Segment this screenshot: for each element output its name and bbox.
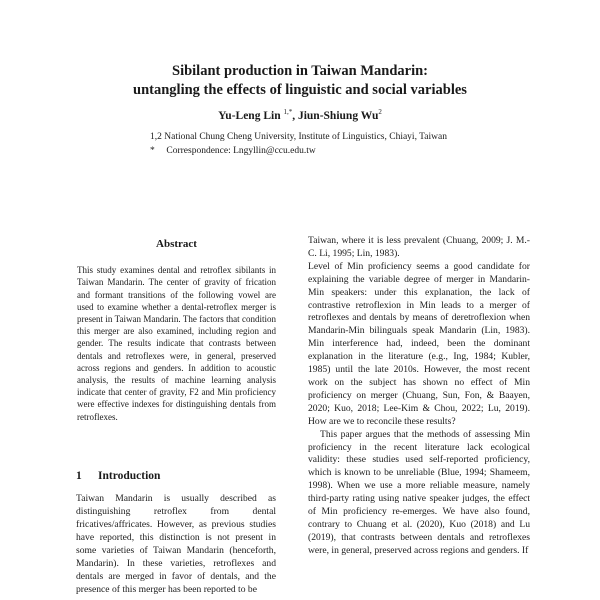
author-name: Jiun-Shiung Wu bbox=[297, 109, 379, 122]
title-line-2: untangling the effects of linguistic and social variables bbox=[133, 82, 467, 98]
section-number: 1 bbox=[76, 470, 82, 482]
body-paragraph: This paper argues that the methods of assessing Min proficiency in the recent literature lack ecological validity: these studies used self-reported proficiency, which is known to be unreliable (Blue, 1994; Shameem, 1998). When we use a more reliable measure, namely third-party rating using native speaker judges, the effect of Min proficiency re-emerges. We have also found, contrary to Chuang et al. (2020), Kuo (2018) and Lu (2019), that contrasts between dentals and retroflexes were, in general, preserved across regions and genders. If bbox=[308, 428, 530, 556]
body-paragraph: Level of Min proficiency seems a good candidate for explaining the variable degree of merger in Mandarin-Min speakers: under this explanation, the lack of contrastive retroflexion in Min leads to a merger of retroflexes and dentals by means of deretroflexion when Mandarin-Min bilinguals speak Mandarin (Lin, 1983). Min interference had, indeed, been the dominant explanation in the literature (e.g., Ing, 1984; Kubler, 1985) until the late 2010s. However, the most recent work on the subject has shown no effect of Min proficiency on merger (Chuang, Sun, Fon, & Baayen, 2020; Kuo, 2018; Lee-Kim & Chou, 2022; Lu, 2019). How are we to reconcile these results? bbox=[308, 260, 530, 427]
author-separator: , bbox=[292, 109, 298, 122]
left-column-body bbox=[76, 492, 276, 596]
abstract-section bbox=[77, 238, 276, 423]
body-paragraph: Taiwan Mandarin is usually described as distinguishing retroflex from dental fricatives/affricates. However, as previous studies have reported, this distinction is not present in some varieties of Taiwan Mandarin (henceforth, Mandarin). In these varieties, retroflexes and dentals are merged in favor of dentals, and the presence of this merger has been reported to be bbox=[76, 493, 276, 595]
affiliation-block bbox=[150, 130, 447, 158]
right-column-body bbox=[308, 235, 530, 558]
author-list bbox=[0, 108, 600, 122]
title-line-1: Sibilant production in Taiwan Mandarin: bbox=[172, 63, 428, 79]
abstract-text: This study examines dental and retroflex sibilants in Taiwan Mandarin. The center of gravity of frication and formant transitions of the following vowel are used to examine whether a dental-retroflex merger is present in Taiwan Mandarin. The factors that condition this merger are also examined, including region and gender. The results indicate that contrasts between dentals and retroflexes were, in general, preserved across regions and genders. In addition to acoustic analysis, the results of machine learning analysis indicate that center of gravity, F2 and Min proficiency were effective indexes for distinguishing dentals from retroflexes. bbox=[77, 265, 276, 422]
abstract-heading: Abstract bbox=[156, 238, 197, 250]
author-superscript: 1,* bbox=[283, 108, 293, 116]
section-title: Introduction bbox=[98, 470, 161, 482]
affiliation: 1,2 National Chung Cheng University, Institute of Linguistics, Chiayi, Taiwan bbox=[150, 132, 447, 142]
body-paragraph: Taiwan, where it is less prevalent (Chuang, 2009; J. M.-C. Li, 1995; Lin, 1983). bbox=[308, 235, 530, 259]
correspondence-email: Correspondence: Lngyllin@ccu.edu.tw bbox=[166, 146, 316, 156]
correspondence-marker: * bbox=[150, 146, 155, 156]
section-heading bbox=[76, 470, 160, 482]
author-name: Yu-Leng Lin bbox=[218, 109, 281, 122]
paper-title bbox=[0, 62, 600, 100]
correspondence-line bbox=[150, 144, 447, 158]
author-superscript: 2 bbox=[378, 108, 382, 116]
